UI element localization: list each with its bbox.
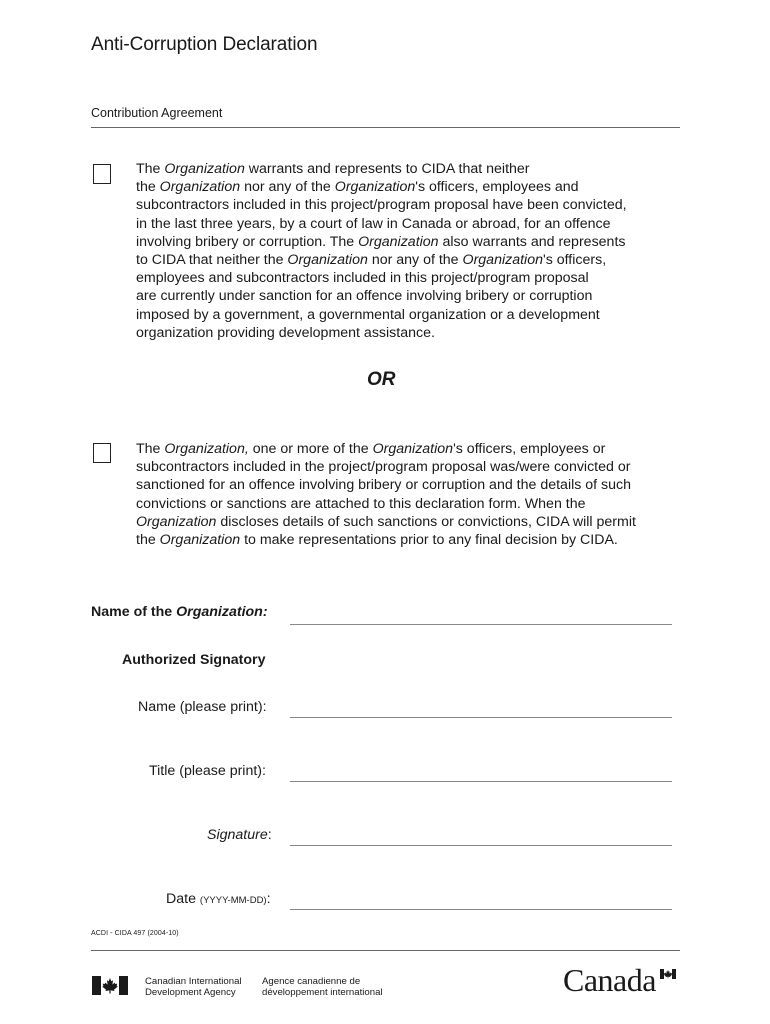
option2-text (136, 440, 696, 549)
canada-flag-icon (92, 976, 128, 995)
agency-name-fr (262, 976, 383, 998)
text-run: the (136, 532, 160, 549)
italic-term: Organization (358, 233, 439, 250)
org-name-label-prefix: Name of the (91, 604, 177, 620)
org-name-input[interactable] (290, 604, 672, 624)
wordmark-flag-icon (660, 969, 676, 979)
italic-term: Organization (334, 179, 416, 196)
footer-divider (91, 950, 680, 951)
org-name-label-italic: Organization: (176, 604, 268, 620)
text-run: imposed by a government, a governmental organization or a development (136, 306, 600, 323)
title-label: Title (please print): (149, 763, 266, 779)
option1-line (136, 251, 696, 269)
option1-line (136, 178, 696, 196)
option1-text (136, 160, 696, 342)
agency-name-en (145, 976, 242, 998)
text-run: organization providing development assistance. (136, 324, 435, 341)
option1-checkbox[interactable] (93, 164, 111, 184)
date-input[interactable] (290, 889, 672, 909)
option2-line (136, 476, 696, 494)
signature-input[interactable] (290, 825, 672, 845)
option2-line (136, 458, 696, 476)
text-run: discloses details of such sanctions or convictions, CIDA will permit (216, 513, 636, 530)
signature-label (207, 827, 272, 843)
page-subtitle: Contribution Agreement (91, 106, 223, 120)
agency-name-fr-line2: développement international (262, 987, 383, 998)
text-run: 's officers, (542, 252, 607, 269)
option1-line (136, 306, 696, 324)
text-run: 's officers, employees or (453, 441, 606, 457)
option1-line (136, 287, 696, 305)
text-run: to CIDA that neither the (136, 252, 288, 269)
date-line (290, 909, 672, 910)
text-run: subcontractors included in the project/program proposal was/were convicted or (136, 459, 631, 476)
form-code: ACDI - CIDA 497 (2004-10) (91, 930, 179, 937)
italic-term: Organization (159, 532, 241, 549)
option1-line (136, 233, 696, 251)
text-run: sanctioned for an offence involving bribery or corruption and the details of such (136, 477, 632, 494)
agency-name-fr-line1: Agence canadienne de (262, 976, 361, 987)
option2-line (136, 495, 696, 513)
italic-term: Organization (372, 441, 454, 457)
date-label (166, 891, 271, 907)
signature-label-colon: : (267, 827, 272, 843)
name-label: Name (please print): (138, 699, 267, 715)
signature-label-text: Signature (207, 827, 268, 843)
text-run: subcontractors included in this project/program proposal have been convicted, (136, 197, 627, 214)
name-line (290, 717, 672, 718)
title-input[interactable] (290, 761, 672, 781)
text-run: involving bribery or corruption. The (136, 233, 359, 250)
text-run: warrants and represents to CIDA that neither (244, 161, 530, 177)
text-run: nor any of the (240, 179, 335, 196)
text-run: The (136, 161, 165, 177)
text-run: The (136, 441, 165, 457)
header-divider (91, 127, 680, 128)
or-separator: OR (367, 369, 396, 390)
italic-term: Organization (136, 513, 217, 530)
option2-checkbox[interactable] (93, 443, 111, 463)
canada-wordmark: Canada (563, 962, 656, 998)
text-run: employees and subcontractors included in this project/program proposal (136, 270, 589, 287)
text-run: are currently under sanction for an offence involving bribery or corruption (136, 288, 593, 305)
option1-line (136, 324, 696, 342)
date-label-text: Date (166, 891, 200, 907)
title-line (290, 781, 672, 782)
option1-line (136, 160, 696, 178)
text-run: the (136, 179, 160, 196)
option2-line (136, 440, 696, 458)
text-run: 's officers, employees and (415, 179, 579, 196)
text-run: to make representations prior to any final decision by CIDA. (240, 532, 618, 549)
option1-line (136, 196, 696, 214)
agency-name-en-line1: Canadian International (145, 976, 242, 987)
page-title: Anti-Corruption Declaration (91, 34, 318, 55)
italic-term: Organization (164, 161, 245, 177)
date-format-hint: (YYYY-MM-DD) (199, 895, 267, 906)
option1-line (136, 215, 696, 233)
text-run: also warrants and represents (438, 233, 626, 250)
date-label-colon: : (266, 891, 271, 907)
name-input[interactable] (290, 697, 672, 717)
text-run: in the last three years, by a court of law in Canada or abroad, for an offence (136, 215, 611, 232)
italic-term: Organization (159, 179, 241, 196)
org-name-label (91, 604, 268, 620)
italic-term: Organization (462, 252, 543, 269)
option2-line (136, 531, 696, 549)
option2-line (136, 513, 696, 531)
option1-line (136, 269, 696, 287)
italic-term: Organization (287, 252, 368, 269)
org-name-line (290, 624, 672, 625)
signature-line (290, 845, 672, 846)
text-run: one or more of the (248, 441, 373, 457)
text-run: convictions or sanctions are attached to this declaration form. When the (136, 495, 586, 512)
agency-name-en-line2: Development Agency (145, 987, 236, 998)
text-run: nor any of the (367, 252, 463, 269)
authorized-signatory-heading: Authorized Signatory (122, 652, 266, 668)
italic-term: Organization, (164, 441, 249, 457)
